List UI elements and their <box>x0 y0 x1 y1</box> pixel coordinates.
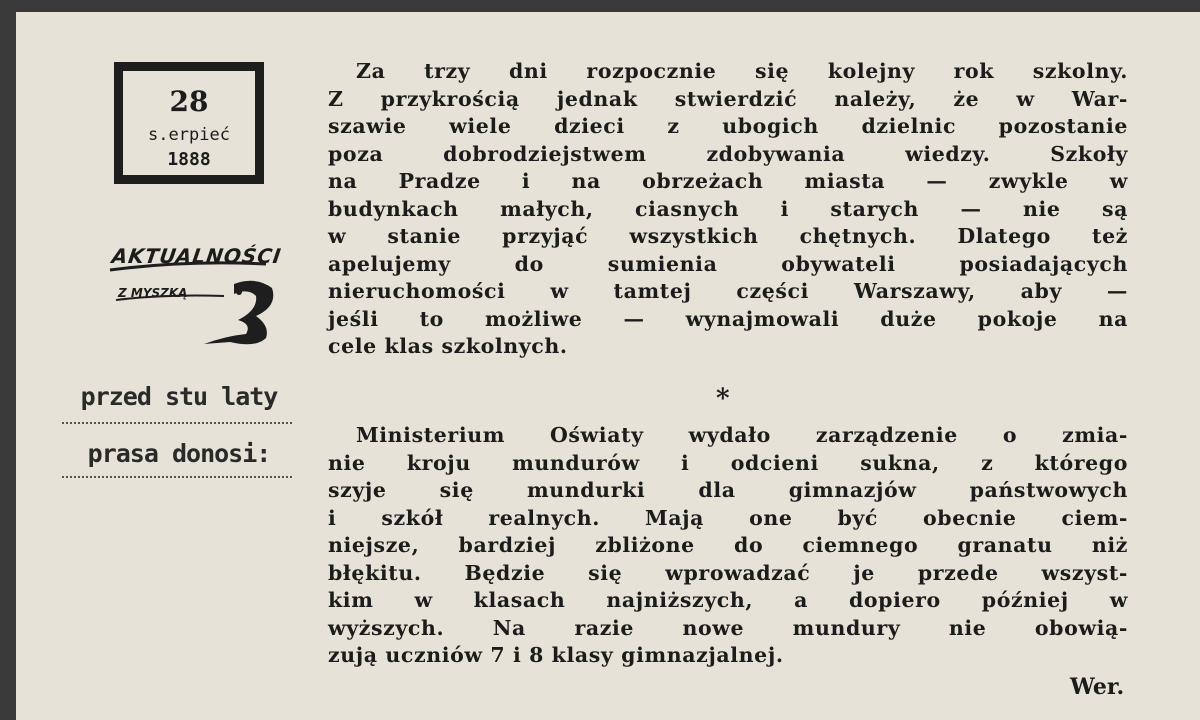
date-day: 28 <box>169 85 209 118</box>
text-line: poza dobrodziejstwem zdobywania wiedzy. Szkoły <box>328 141 1128 166</box>
side-label-hundred-years-ago: przed stu laty <box>80 382 278 411</box>
logo-title: AKTUALNOŚCI <box>110 244 284 268</box>
text-line: kim w klasach najniższych, a dopiero później w <box>328 588 1128 612</box>
section-separator: * <box>716 384 730 414</box>
text-line: błękitu. Będzie się wprowadzać je przede wszyst- <box>328 560 1128 585</box>
text-line: Z przykrością jednak stwierdzić należy, że w War- <box>328 86 1128 111</box>
date-year: 1888 <box>167 149 211 170</box>
dotted-divider <box>62 422 292 424</box>
text-line: zują uczniów 7 i 8 klasy gimnazjalnej. <box>328 643 784 667</box>
text-line: wyższych. Na razie nowe mundury nie obowią- <box>328 615 1128 640</box>
column-logo <box>106 234 284 350</box>
date-month: s.erpieć <box>148 125 230 145</box>
text-line: nie kroju mundurów i odcieni sukna, z którego <box>328 450 1128 475</box>
text-line: Za trzy dni rozpocznie się kolejny rok szkolny. <box>356 59 1128 83</box>
side-label-press-reports: prasa donosi: <box>87 439 271 468</box>
text-line: apelujemy do sumienia obywateli posiadających <box>328 251 1128 276</box>
text-line: nieruchomości w tamtej części Warszawy, aby — <box>328 279 1128 303</box>
text-line: cele klas szkolnych. <box>328 334 568 358</box>
date-box <box>114 62 264 184</box>
logo-subtitle: Z MYSZKĄ <box>118 286 188 300</box>
text-line: niejsze, bardziej zbliżone do ciemnego granatu niż <box>328 533 1128 557</box>
article-paragraph-1 <box>328 58 1128 361</box>
text-line: i szkół realnych. Mają one być obecnie ciem- <box>328 505 1128 530</box>
text-line: budynkach małych, ciasnych i starych — nie są <box>328 196 1128 221</box>
text-line: Ministerium Oświaty wydało zarządzenie o zmia- <box>356 423 1128 447</box>
dotted-divider <box>62 476 292 478</box>
text-line: na Pradze i na obrzeżach miasta — zwykle w <box>328 169 1128 193</box>
text-line: szawie wiele dzieci z ubogich dzielnic pozostanie <box>328 114 1128 138</box>
newspaper-clipping <box>16 12 1200 720</box>
text-line: szyje się mundurki dla gimnazjów państwowych <box>328 478 1128 502</box>
text-line: jeśli to możliwe — wynajmowali duże pokoje na <box>328 306 1128 331</box>
author-signature: Wer. <box>1070 674 1125 700</box>
article-paragraph-2 <box>328 422 1128 670</box>
text-line: w stanie przyjąć wszystkich chętnych. Dlatego też <box>328 224 1128 248</box>
